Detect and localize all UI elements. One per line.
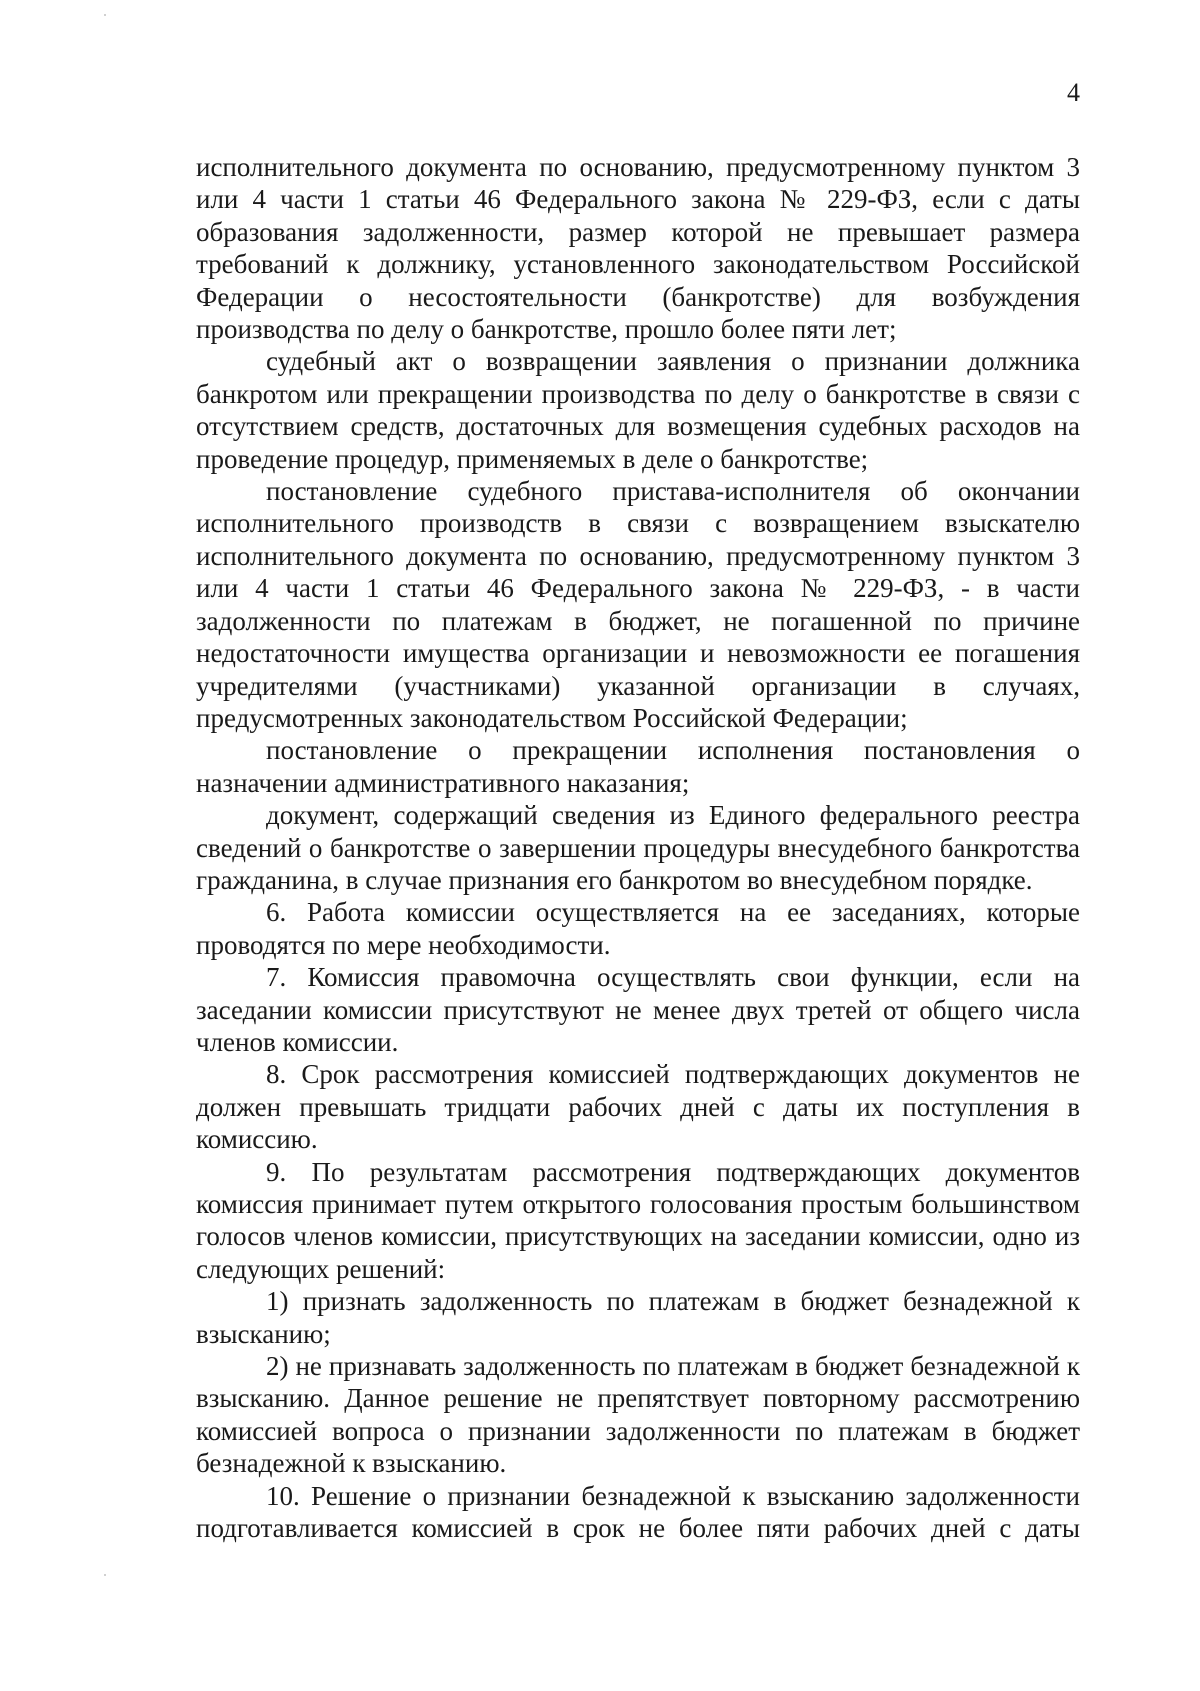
clause-10: 10. Решение о признании безнадежной к взысканию задолженности подготавливается комиссией в срок не более пяти рабочих дней с даты bbox=[196, 1480, 1080, 1544]
paragraph-court-act: судебный акт о возвращении заявления о признании должника банкротом или прекращении производства по делу о банкротстве в связи с отсутствием средств, достаточных для возмещения судебных расходов на проведение процедур, применяемых в деле о банкротстве; bbox=[196, 346, 1080, 474]
clause-7: 7. Комиссия правомочна осуществлять свои функции, если на заседании комиссии присутствуют не менее двух третей от общего числа членов комиссии. bbox=[196, 962, 1080, 1057]
paragraph-bailiff-resolution: постановление судебного пристава-исполнителя об окончании исполнительного производств в связи с возвращением взыскателю исполнительного документа по основанию, предусмотренному пунктом 3 или 4 части 1 статьи 46 Федерального закона № 229-ФЗ, - в части задолженности по платежам в бюджет, не погашенной по причине недостаточности имущества организации и невозможности ее погашения учредителями (участниками) указанной организации в случаях, предусмотренных законодательством Российской Федерации; bbox=[196, 476, 1080, 733]
scan-artifact bbox=[104, 1574, 106, 1576]
paragraph-continuation: исполнительного документа по основанию, предусмотренному пунктом 3 или 4 части 1 статьи 46 Федерального закона № 229-ФЗ, если с даты образования задолженности, размер которой не превышает размера требований к должнику, установленного законодательством Российской Федерации о несостоятельности (банкротстве) для возбуждения производства по делу о банкротстве, прошло более пяти лет; bbox=[196, 152, 1080, 345]
clause-9-option-1: 1) признать задолженность по платежам в бюджет безнадежной к взысканию; bbox=[196, 1286, 1080, 1349]
clause-6: 6. Работа комиссии осуществляется на ее заседаниях, которые проводятся по мере необходимости. bbox=[196, 897, 1080, 960]
document-body bbox=[196, 151, 1080, 1544]
paragraph-bankruptcy-registry: документ, содержащий сведения из Единого федерального реестра сведений о банкротстве о завершении процедуры внесудебного банкротства гражданина, в случае признания его банкротом во внесудебном порядке. bbox=[196, 800, 1080, 895]
clause-9: 9. По результатам рассмотрения подтверждающих документов комиссия принимает путем открытого голосования простым большинством голосов членов комиссии, присутствующих на заседании комиссии, одно из следующих решений: bbox=[196, 1156, 1080, 1284]
page-number: 4 bbox=[1067, 78, 1080, 107]
scan-artifact bbox=[104, 14, 106, 16]
clause-9-option-2: 2) не признавать задолженность по платежам в бюджет безнадежной к взысканию. Данное решение не препятствует повторному рассмотрению комиссией вопроса о признании задолженности по платежам в бюджет безнадежной к взысканию. bbox=[196, 1351, 1080, 1479]
clause-8: 8. Срок рассмотрения комиссией подтверждающих документов не должен превышать тридцати рабочих дней с даты их поступления в комиссию. bbox=[196, 1059, 1080, 1155]
paragraph-termination-resolution: постановление о прекращении исполнения постановления о назначении административного наказания; bbox=[196, 735, 1080, 798]
